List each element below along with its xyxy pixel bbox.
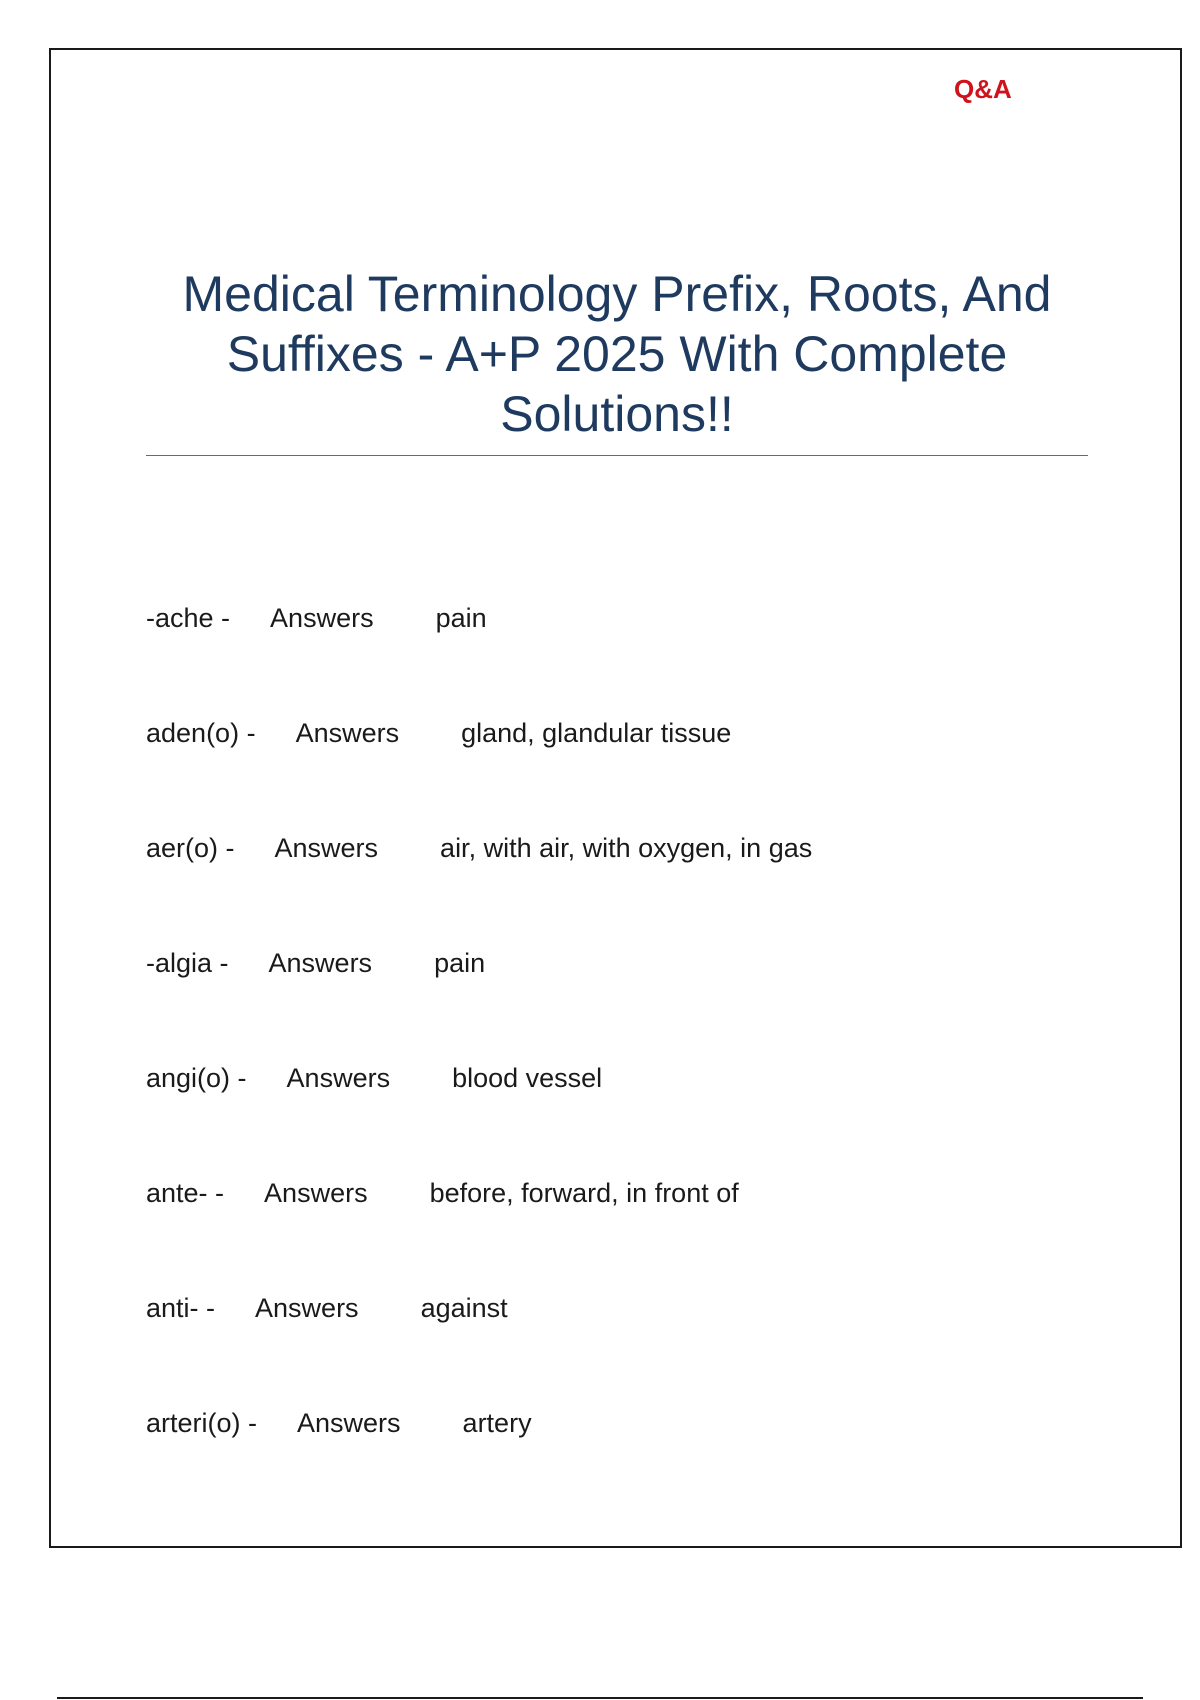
entry-answer: blood vessel — [452, 1063, 603, 1093]
qa-entry-arteri — [146, 1405, 1076, 1520]
entry-answer: against — [420, 1293, 508, 1323]
footer-divider — [57, 1697, 1143, 1699]
entry-term: -algia - — [146, 948, 229, 978]
entry-answers-label: Answers — [286, 1063, 391, 1093]
entry-answers-label: Answers — [295, 718, 400, 748]
document-title: Medical Terminology Prefix, Roots, And Suffixes - A+P 2025 With Complete Solutions!! — [182, 266, 1052, 442]
entry-answer: air, with air, with oxygen, in gas — [440, 833, 813, 863]
title-divider — [146, 455, 1088, 456]
entry-term: -ache - — [146, 603, 231, 633]
entry-term: anti- - — [146, 1293, 216, 1323]
entry-answers-label: Answers — [274, 833, 379, 863]
entry-answers-label: Answers — [264, 1178, 368, 1208]
entry-answer: pain — [434, 948, 486, 978]
entry-term: angi(o) - — [146, 1063, 247, 1093]
qa-entry-ante — [146, 1175, 1076, 1290]
entry-answers-label: Answers — [255, 1293, 359, 1323]
qa-entry-algia — [146, 945, 1076, 1060]
entry-term: ante- - — [146, 1178, 225, 1208]
qa-entry-anti — [146, 1290, 1076, 1405]
entry-answers-label: Answers — [270, 603, 374, 633]
entry-term: aer(o) - — [146, 833, 235, 863]
entry-answers-label: Answers — [268, 948, 373, 978]
entry-answers-label: Answers — [297, 1408, 401, 1438]
qa-entry-angi — [146, 1060, 1076, 1175]
entry-term: arteri(o) - — [146, 1408, 258, 1438]
entry-answer: artery — [462, 1408, 532, 1438]
entry-answer: pain — [435, 603, 487, 633]
entry-term: aden(o) - — [146, 718, 256, 748]
qa-list — [146, 600, 1076, 1520]
entry-answer: before, forward, in front of — [429, 1178, 739, 1208]
qa-entry-ache — [146, 600, 1076, 715]
entry-answer: gland, glandular tissue — [461, 718, 732, 748]
qa-badge: Q&A — [954, 74, 1012, 104]
qa-entry-aer — [146, 830, 1076, 945]
qa-entry-aden — [146, 715, 1076, 830]
